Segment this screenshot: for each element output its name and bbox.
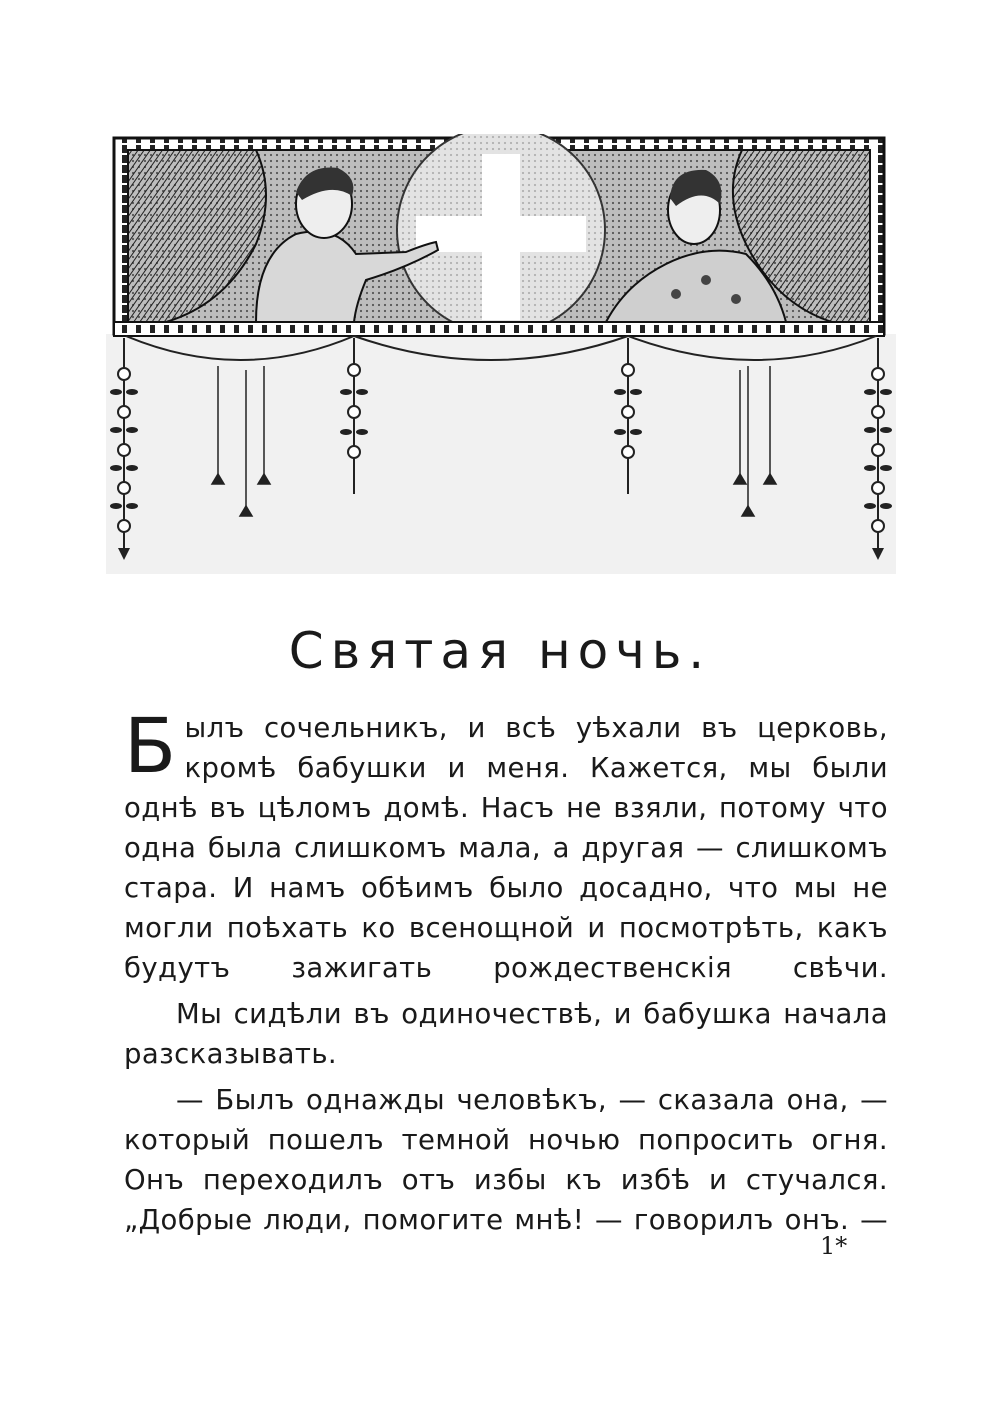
paragraph-3: — Былъ однажды человѣкъ, — сказала она, — который пошелъ темной ночью попросить огня. Онъ переходилъ отъ избы къ избѣ и стучался. „Добрые люди, помогите мнѣ! — говорилъ онъ. — <box>124 1084 888 1236</box>
paragraph-2: Мы сидѣли въ одиночествѣ, и бабушка начала разсказывать. <box>124 998 888 1070</box>
body-text <box>124 701 888 1240</box>
angels-cross-headpiece-illustration <box>106 134 896 574</box>
chapter-title: Святая ночь. <box>288 622 712 680</box>
paragraph-1 <box>124 701 888 988</box>
paragraph-1-text: ылъ сочельникъ, и всѣ уѣхали въ церковь, кромѣ бабушки и меня. Кажется, мы были однѣ въ цѣломъ домѣ. Насъ не взяли, потому что одна была слишкомъ мала, а другая — слишкомъ стара. И намъ обѣимъ было досадно, что мы не могли поѣхать ко всенощной и посмотрѣть, какъ будутъ зажигать рождественскія свѣчи. <box>124 712 888 984</box>
page-number: 1* <box>820 1232 848 1260</box>
drop-cap: Б <box>124 701 177 790</box>
